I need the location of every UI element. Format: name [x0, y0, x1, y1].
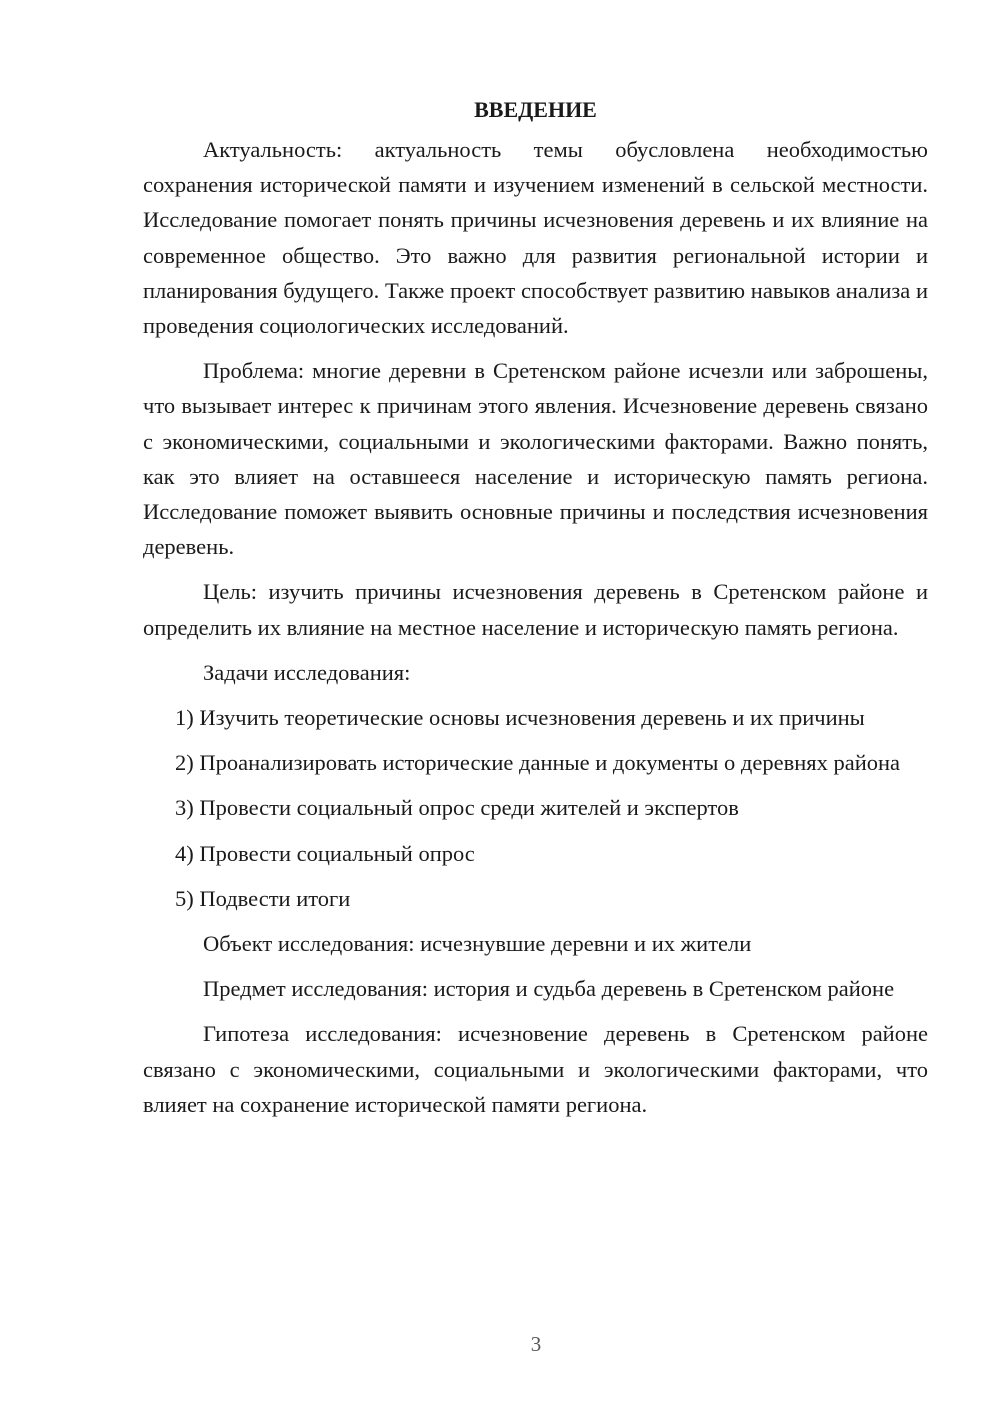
document-page	[143, 92, 928, 1132]
paragraph-problem: Проблема: многие деревни в Сретенском районе исчезли или заброшены, что вызывает интерес к причинам этого явления. Исчезновение деревень связано с экономическими, социальными и экологическими факторами. Важно понять, как это влияет на оставшееся население и историческую память региона. Исследование поможет выявить основные причины и последствия исчезновения деревень.	[143, 358, 928, 560]
list-item-task-2: 2) Проанализировать исторические данные и документы о деревнях района	[175, 750, 901, 776]
paragraph-goal: Цель: изучить причины исчезновения деревень в Сретенском районе и определить их влияние на местное население и историческую память региона.	[143, 579, 928, 640]
paragraph-hypothesis: Гипотеза исследования: исчезновение деревень в Сретенском районе связано с экономическими, социальными и экологическими факторами, что влияет на сохранение исторической памяти региона.	[143, 1021, 928, 1117]
page-title: ВВЕДЕНИЕ	[474, 97, 597, 122]
list-item-task-4: 4) Провести социальный опрос	[175, 840, 475, 866]
page-number: 3	[530, 1332, 542, 1356]
list-item-task-5: 5) Подвести итоги	[175, 885, 351, 911]
paragraph-relevance: Актуальность: актуальность темы обусловлена необходимостью сохранения исторической памяти и изучением изменений в сельской местности. Исследование помогает понять причины исчезновения деревень и их влияние на современное общество. Это важно для развития региональной истории и планирования будущего. Также проект способствует развитию навыков анализа и проведения социологических исследований.	[143, 137, 928, 339]
paragraph-subject: Предмет исследования: история и судьба деревень в Сретенском районе	[203, 976, 895, 1002]
paragraph-tasks-title: Задачи исследования:	[203, 659, 411, 685]
paragraph-object: Объект исследования: исчезнувшие деревни и их жители	[203, 931, 752, 957]
list-item-task-1: 1) Изучить теоретические основы исчезновения деревень и их причины	[175, 705, 865, 731]
list-item-task-3: 3) Провести социальный опрос среди жителей и экспертов	[175, 795, 739, 821]
